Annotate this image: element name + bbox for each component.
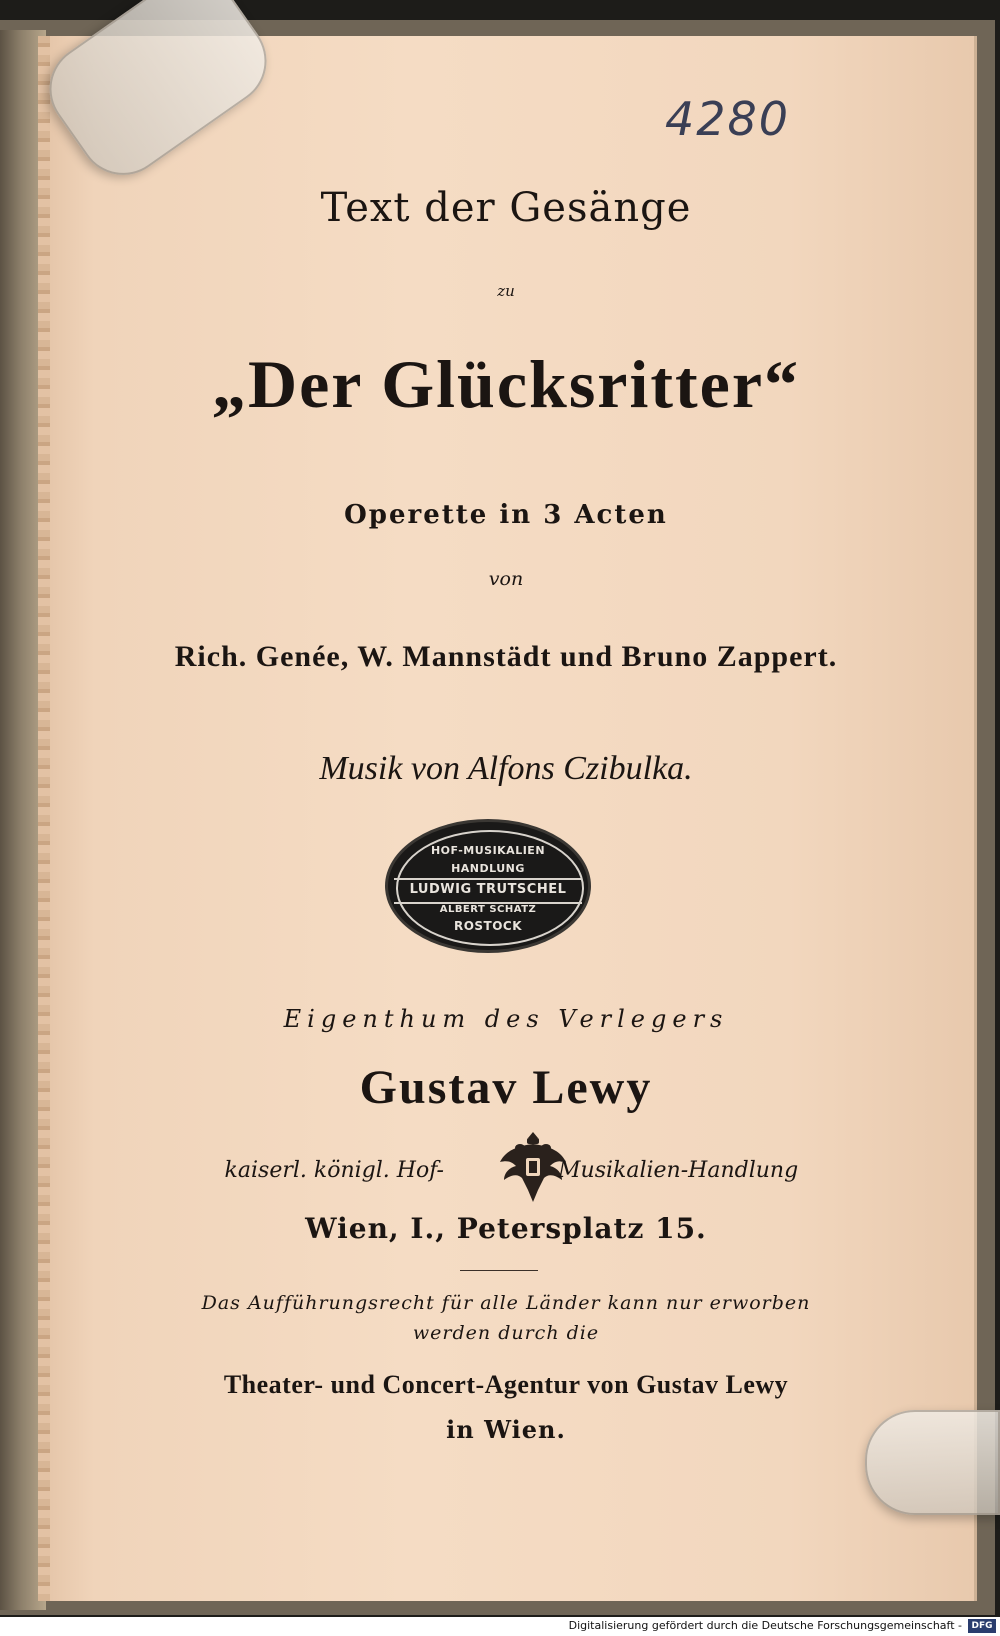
paper-clip-bottom [865, 1410, 1000, 1515]
genre-line: Operette in 3 Acten [344, 500, 668, 530]
authors-line: Rich. Genée, W. Mannstädt und Bruno Zappert. [174, 640, 838, 673]
court-supplier-row [38, 1128, 974, 1208]
page-title: Text der Gesänge [320, 185, 692, 231]
music-credit: Musik von Alfons Czibulka. [319, 750, 693, 787]
divider-rule [460, 1270, 538, 1271]
page-edge [38, 36, 50, 1601]
court-right-text: Musikalien-Handlung [558, 1158, 799, 1183]
funding-credit: Digitalisierung gefördert durch die Deutsche Forschungsgemeinschaft - [568, 1619, 962, 1632]
library-stamp [388, 822, 588, 950]
publisher-address: Wien, I., Petersplatz 15. [305, 1212, 707, 1245]
stamp-line-4: ALBERT SCHATZ [439, 904, 537, 915]
dfg-logo: DFG [968, 1619, 996, 1633]
ownership-line: Eigenthum des Verlegers [283, 1005, 729, 1033]
stamp-line-1: HOF-MUSIKALIEN [430, 844, 546, 857]
handwritten-shelfmark: 4280 [665, 92, 791, 146]
stamp-line-5: ROSTOCK [453, 919, 523, 933]
stamp-line-2: HANDLUNG [451, 862, 525, 875]
publisher-name: Gustav Lewy [359, 1061, 653, 1114]
connector-text: zu [497, 282, 515, 300]
by-line: von [488, 568, 524, 590]
operetta-title: „Der Glücksritter“ [211, 346, 801, 422]
stamp-line-3: LUDWIG TRUTSCHEL [409, 882, 567, 897]
rights-line-2: werden durch die [412, 1322, 600, 1344]
court-left-text: kaiserl. königl. Hof- [224, 1158, 444, 1183]
rights-line-1: Das Aufführungsrecht für alle Länder kann nur erworben [201, 1292, 811, 1314]
show-through-text [760, 420, 940, 940]
agency-line: Theater- und Concert-Agentur von Gustav Lewy [223, 1370, 789, 1399]
agency-city: in Wien. [446, 1415, 566, 1444]
